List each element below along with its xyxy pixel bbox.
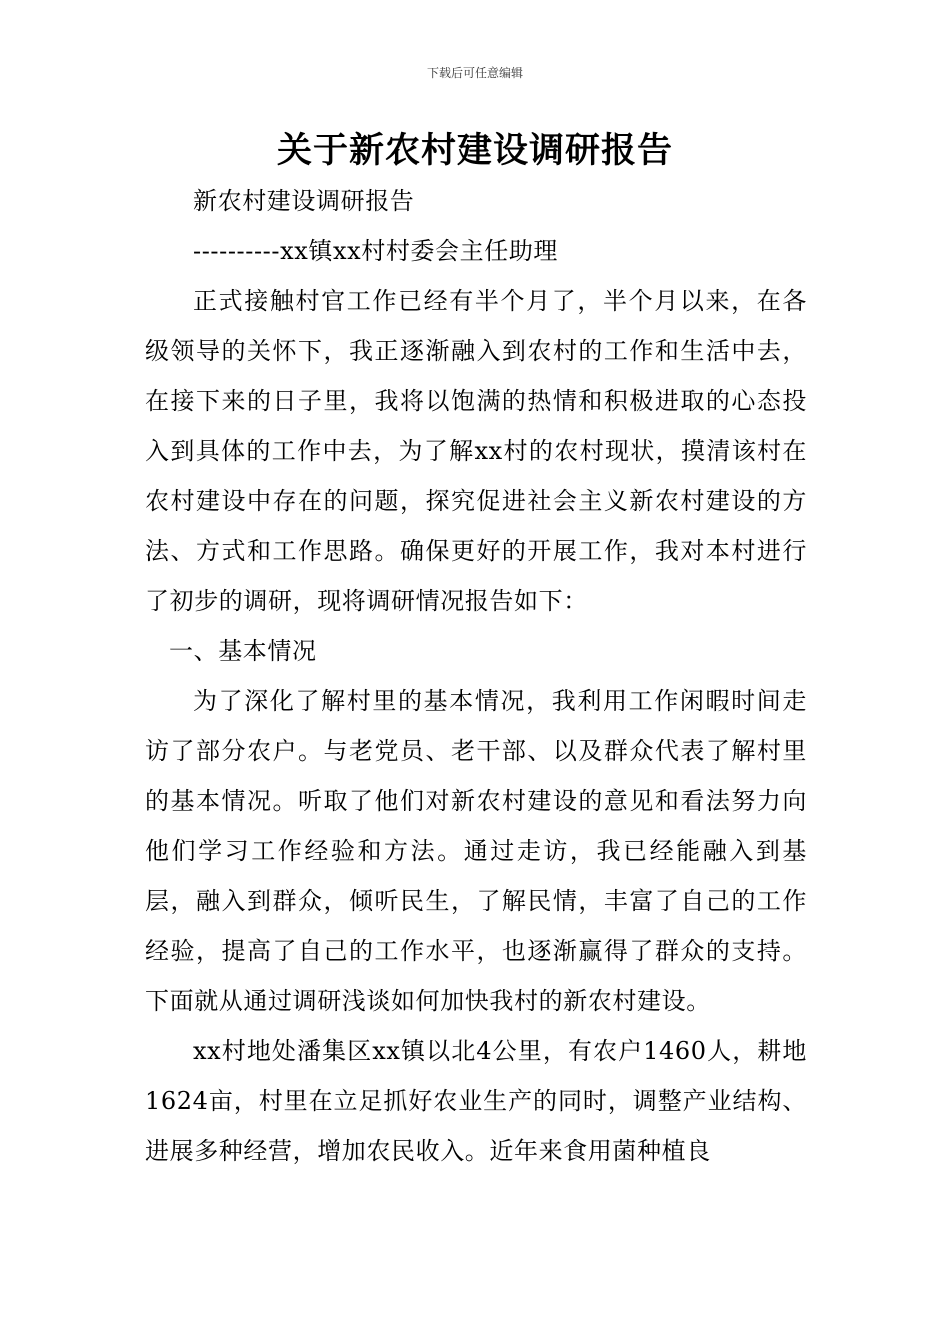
subtitle: 新农村建设调研报告 [193,187,415,215]
paragraph-intro: 正式接触村官工作已经有半个月了，半个月以来，在各级领导的关怀下，我正逐渐融入到农村的工作和生活中去，在接下来的日子里，我将以饱满的热情和积极进取的心态投入到具体的工作中去，为了解xx村的农村现状，摸清该村在农村建设中存在的问题，探究促进社会主义新农村建设的方法、方式和工作思路。确保更好的开展工作，我对本村进行了初步的调研，现将调研情况报告如下： [145,287,807,615]
section-heading: 一、基本情况 [169,637,317,665]
document-body [145,176,807,1176]
paragraph-village-overview: xx村地处潘集区xx镇以北4公里，有农户1460人，耕地1624亩，村里在立足抓好农业生产的同时，调整产业结构、进展多种经营，增加农民收入。近年来食用菌种植良 [145,1037,807,1165]
document-title: 关于新农村建设调研报告 [276,130,673,171]
byline: ----------xx镇xx村村委会主任助理 [193,237,559,265]
header-note: 下载后可任意编辑 [426,66,523,80]
paragraph-basic-situation: 为了深化了解村里的基本情况，我利用工作闲暇时间走访了部分农户。与老党员、老干部、以及群众代表了解村里的基本情况。听取了他们对新农村建设的意见和看法努力向他们学习工作经验和方法。通过走访，我已经能融入到基层，融入到群众，倾听民生，了解民情，丰富了自己的工作经验，提高了自己的工作水平，也逐渐赢得了群众的支持。下面就从通过调研浅谈如何加快我村的新农村建设。 [145,687,807,1015]
